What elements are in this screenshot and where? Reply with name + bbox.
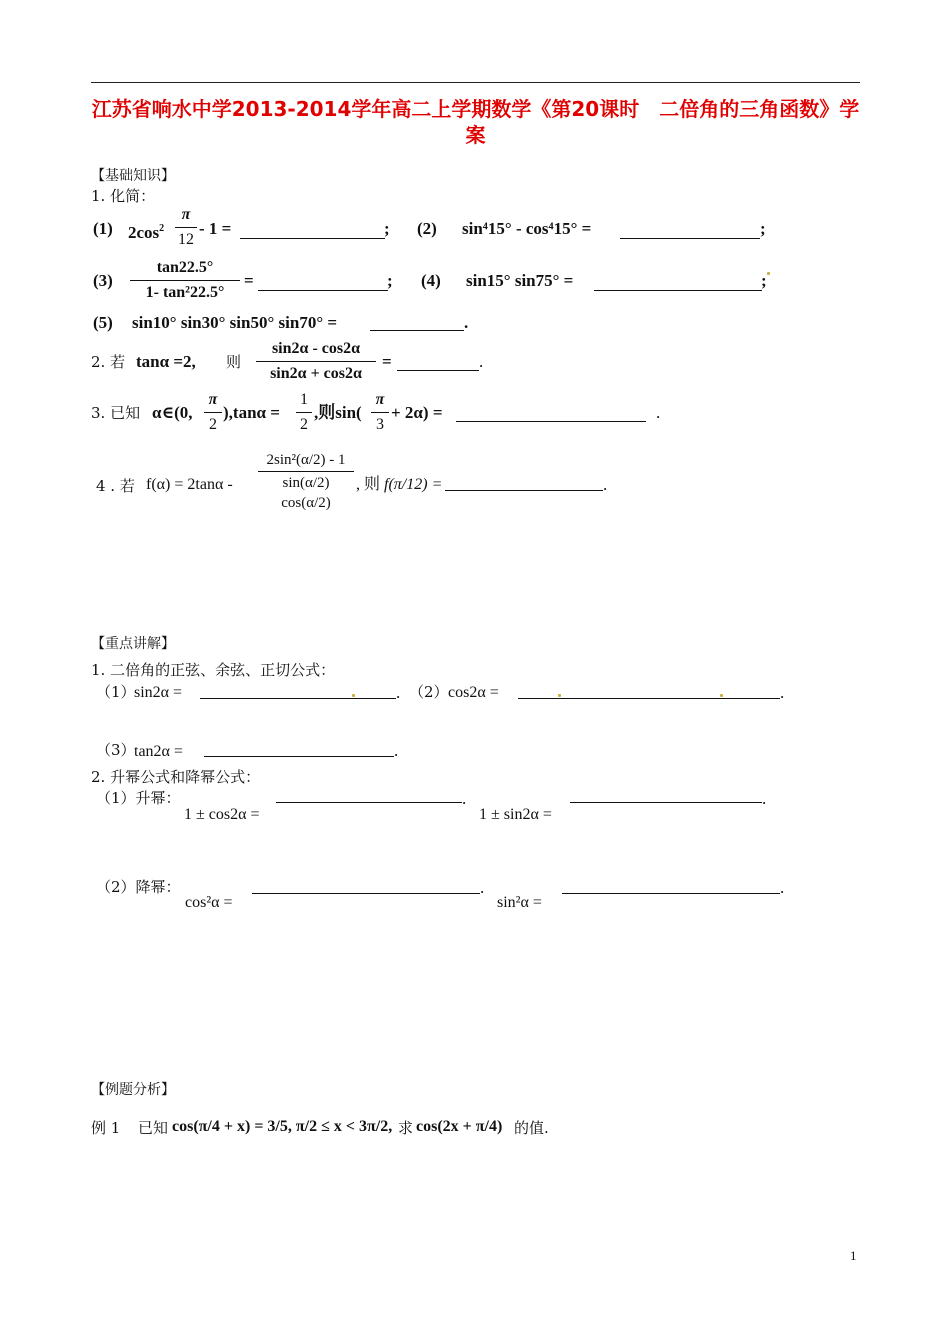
item1-label: (1) [93, 219, 113, 238]
item2-label: (2) [417, 219, 437, 238]
q3-frac-half: 1 2 [296, 389, 312, 436]
q2-eq: = [382, 352, 392, 371]
key-p1: 1. 二倍角的正弦、余弦、正切公式： [91, 661, 336, 679]
key-p2-1-label: （1）升幂： [96, 789, 181, 807]
key-p2-2a-dot: . [480, 878, 485, 897]
key-p1-2-expr: cos2α = [448, 684, 499, 701]
key-p2-1a-expr: 1 ± cos2α = [184, 806, 260, 823]
key-p2-2b-dot: . [780, 878, 785, 897]
section-basics: 【基础知识】 [91, 168, 175, 184]
q4-blank [445, 490, 603, 491]
example1-expr: cos(π/4 + x) = 3/5, π/2 ≤ x < 3π/2, [172, 1118, 393, 1135]
item5-end: . [464, 313, 469, 332]
key-p2-1a-blank [276, 802, 462, 803]
key-p2-2a-blank [252, 893, 480, 894]
key-p2: 2. 升幂公式和降幂公式： [91, 768, 261, 786]
header-rule [91, 82, 860, 83]
item3-blank [258, 290, 388, 291]
item2-expr: sin⁴15° - cos⁴15° = [462, 219, 592, 238]
q3-cond-a: α∈(0, [152, 403, 193, 422]
item4-blank [594, 290, 762, 291]
q2-condition: tanα =2, [136, 352, 196, 371]
q2-label: 2. 若 [91, 353, 126, 371]
example1-text-c: 的值. [514, 1119, 549, 1137]
key-p1-2-dot: . [780, 683, 785, 702]
key-p1-2-label: （2） [409, 683, 449, 701]
item2-blank [620, 238, 760, 239]
q3-cond-c: ,则sin( [314, 403, 362, 422]
q4-end: . [603, 475, 608, 494]
key-p2-2a-expr: cos²α = [185, 894, 233, 911]
item1-fraction: π 12 [175, 204, 197, 251]
q2-fraction: sin2α - cos2α sin2α + cos2α [256, 338, 376, 385]
q3-cond-d: + 2α) = [391, 403, 443, 422]
q2-blank [397, 370, 479, 371]
key-p2-2b-blank [562, 893, 780, 894]
stray-mark [352, 694, 355, 697]
section-key-points: 【重点讲解】 [91, 636, 175, 652]
q4-fx: f(π/12) = [384, 476, 443, 493]
example1-expr-b: cos(2x + π/4) [416, 1118, 503, 1135]
key-p2-1b-blank [570, 802, 762, 803]
item3-fraction: tan22.5° 1- tan²22.5° [130, 257, 240, 304]
key-p1-3-label: （3） [96, 741, 136, 759]
example1-text-a: 已知 [138, 1119, 169, 1137]
stray-mark [720, 694, 723, 697]
item4-end: ; [761, 271, 767, 290]
key-p2-1b-expr: 1 ± sin2α = [479, 806, 552, 823]
key-p1-3-dot: . [394, 741, 399, 760]
example1-label: 例 1 [91, 1119, 121, 1137]
key-p1-1-dot: . [396, 683, 401, 702]
example1-text-b: 求 [398, 1119, 414, 1137]
stray-mark [558, 694, 561, 697]
stray-mark [767, 272, 770, 275]
q4-label: 4 . 若 [96, 477, 135, 495]
item4-expr: sin15° sin75° = [466, 271, 574, 290]
key-p1-3-expr: tan2α = [134, 743, 183, 760]
page-title: 江苏省响水中学2013-2014学年高二上学期数学《第20课时 二倍角的三角函数》学案 [91, 97, 860, 147]
item3-end: ; [387, 271, 393, 290]
q2-end: . [479, 352, 484, 371]
q3-blank [456, 421, 646, 422]
page-number: 1 [850, 1248, 857, 1263]
q3-frac-pi2: π 2 [204, 389, 222, 436]
item1-expr-a: $2\cos^2$ [128, 223, 165, 242]
key-p1-3-blank [204, 756, 394, 757]
item3-label: (3) [93, 271, 113, 290]
q3-end: . [656, 403, 661, 422]
item1-blank [240, 238, 385, 239]
item2-end: ; [760, 219, 766, 238]
q1-label: 1. 化简： [91, 187, 156, 205]
key-p2-1a-dot: . [462, 789, 467, 808]
key-p1-1-expr: sin2α = [134, 684, 183, 701]
section-examples: 【例题分析】 [91, 1082, 175, 1098]
item1-expr-b: - 1 = [199, 219, 232, 238]
key-p2-2b-expr: sin²α = [497, 894, 542, 911]
item3-eq: = [244, 271, 254, 290]
item4-label: (4) [421, 271, 441, 290]
q2-then: 则 [226, 353, 242, 371]
item5-label: (5) [93, 313, 113, 332]
key-p2-2-label: （2）降幂： [96, 878, 181, 896]
key-p1-2-blank [518, 698, 780, 699]
key-p1-1-blank [200, 698, 396, 699]
key-p1-1-label: （1） [96, 683, 136, 701]
q3-cond-b: ),tanα = [223, 403, 280, 422]
key-p2-1b-dot: . [762, 789, 767, 808]
q3-frac-pi3: π 3 [371, 389, 389, 436]
item5-expr: sin10° sin30° sin50° sin70° = [132, 313, 338, 332]
item1-end: ; [384, 219, 390, 238]
item5-blank [370, 330, 464, 331]
q4-fraction: 2sin²(α/2) - 1 sin(α/2) cos(α/2) [258, 450, 354, 513]
q3-label: 3. 已知 [91, 404, 141, 422]
q4-tail: , 则 [356, 476, 381, 493]
q4-function: f(α) = 2tanα - [146, 476, 233, 493]
